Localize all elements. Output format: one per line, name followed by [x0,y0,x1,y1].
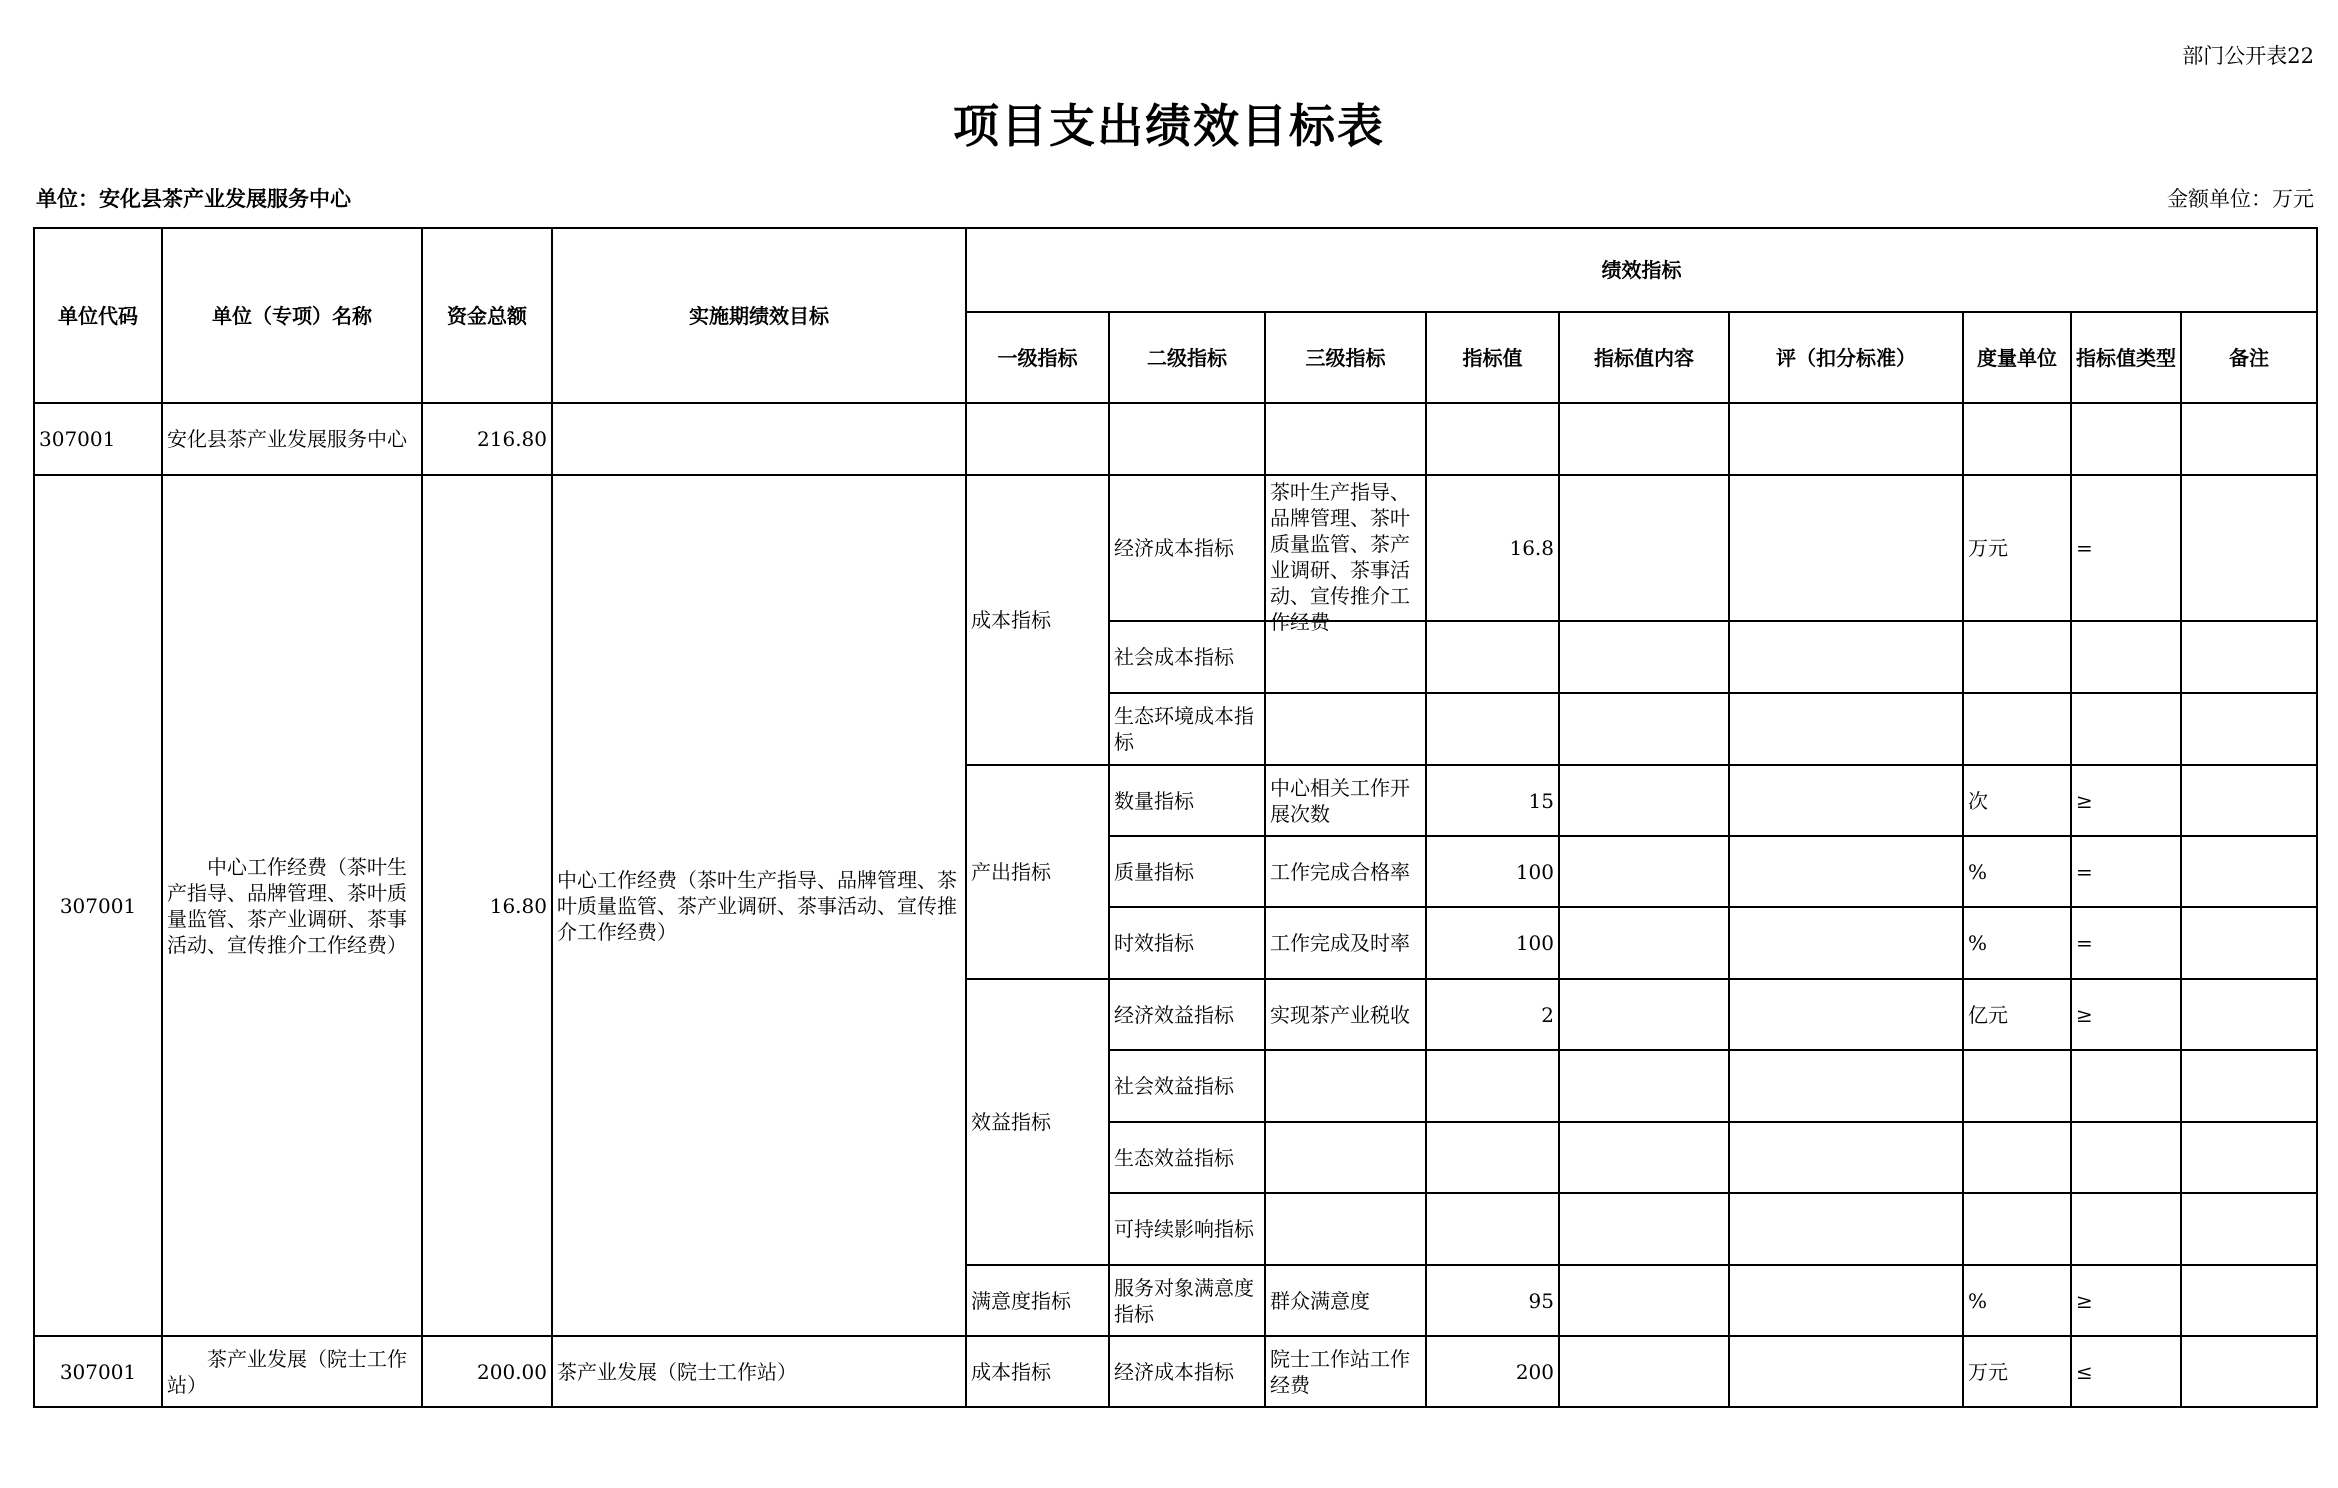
table-row [34,403,2317,475]
project1-code: 307001 [34,475,162,1336]
header-level1: 一级指标 [966,312,1109,403]
performance-table [33,227,2318,1408]
unit-cell: 万元 [1963,475,2071,621]
project2-name-text: 茶产业发展（院士工作站） [167,1346,407,1397]
header-level2: 二级指标 [1109,312,1265,403]
header-level3: 三级指标 [1265,312,1426,403]
project2-value: 200 [1426,1336,1559,1407]
project2-level1: 成本指标 [966,1336,1109,1407]
level3-text: 茶叶生产指导、品牌管理、茶叶质量监管、茶产业调研、茶事活动、宣传推介工作经费 [1270,480,1410,634]
type-cell: = [2071,907,2181,979]
table-number-label: 部门公开表22 [2182,44,2314,68]
level2-cell: 数量指标 [1109,765,1265,836]
project2-level2: 经济成本指标 [1109,1336,1265,1407]
header-scoring: 评（扣分标准） [1729,312,1963,403]
group-cost: 成本指标 [966,475,1109,765]
header-indicators: 绩效指标 [966,228,2317,312]
header-unit-code: 单位代码 [34,228,162,403]
header-measure-unit: 度量单位 [1963,312,2071,403]
value-cell: 16.8 [1426,475,1559,621]
level2-cell: 经济效益指标 [1109,979,1265,1050]
unit-cell: 次 [1963,765,2071,836]
value-cell: 100 [1426,836,1559,907]
value-cell: 2 [1426,979,1559,1050]
unit-cell: % [1963,836,2071,907]
type-cell: ≥ [2071,765,2181,836]
project2-funds: 200.00 [422,1336,552,1407]
type-cell: ≥ [2071,1265,2181,1336]
unit-label: 单位：安化县茶产业发展服务中心 [36,186,351,211]
type-cell: = [2071,475,2181,621]
header-total-funds: 资金总额 [422,228,552,403]
value-cell: 100 [1426,907,1559,979]
unit-cell: 亿元 [1963,979,2071,1050]
level2-cell: 质量指标 [1109,836,1265,907]
project2-name [162,1336,422,1407]
group-satisfaction: 满意度指标 [966,1265,1109,1336]
page-title: 项目支出绩效目标表 [953,99,1385,153]
group-output: 产出指标 [966,765,1109,979]
header-value-content: 指标值内容 [1559,312,1729,403]
level2-cell: 社会成本指标 [1109,621,1265,693]
project1-name-text: 中心工作经费（茶叶生产指导、品牌管理、茶叶质量监管、茶产业调研、茶事活动、宣传推介工作经费） [167,854,407,957]
header-value-type: 指标值类型 [2071,312,2181,403]
header-unit-name: 单位（专项）名称 [162,228,422,403]
summary-funds: 216.80 [422,403,552,475]
level2-cell: 社会效益指标 [1109,1050,1265,1122]
level3-cell: 群众满意度 [1265,1265,1426,1336]
summary-code: 307001 [34,403,162,475]
unit-cell: % [1963,1265,2071,1336]
header-goal: 实施期绩效目标 [552,228,966,403]
group-benefit: 效益指标 [966,979,1109,1265]
type-cell: = [2071,836,2181,907]
project2-code: 307001 [34,1336,162,1407]
level3-cell: 中心相关工作开展次数 [1265,765,1426,836]
value-cell: 95 [1426,1265,1559,1336]
table-row [34,475,2317,621]
project2-goal: 茶产业发展（院士工作站） [552,1336,966,1407]
project2-type: ≤ [2071,1336,2181,1407]
level2-cell: 生态环境成本指标 [1109,693,1265,765]
project2-unit: 万元 [1963,1336,2071,1407]
level3-cell: 实现茶产业税收 [1265,979,1426,1050]
level2-cell: 时效指标 [1109,907,1265,979]
level2-cell: 生态效益指标 [1109,1122,1265,1193]
unit-cell: % [1963,907,2071,979]
level2-cell: 服务对象满意度指标 [1109,1265,1265,1336]
project1-goal: 中心工作经费（茶叶生产指导、品牌管理、茶叶质量监管、茶产业调研、茶事活动、宣传推介工作经费） [552,475,966,1336]
summary-name: 安化县茶产业发展服务中心 [162,403,422,475]
project2-level3: 院士工作站工作经费 [1265,1336,1426,1407]
header-remarks: 备注 [2181,312,2317,403]
money-unit-label: 金额单位：万元 [2167,187,2314,211]
level3-cell [1265,475,1426,634]
level3-cell: 工作完成合格率 [1265,836,1426,907]
level2-cell: 经济成本指标 [1109,475,1265,621]
table-row [34,1336,2317,1407]
value-cell: 15 [1426,765,1559,836]
level3-cell: 工作完成及时率 [1265,907,1426,979]
type-cell: ≥ [2071,979,2181,1050]
project1-name [162,475,422,1336]
project1-funds: 16.80 [422,475,552,1336]
header-value: 指标值 [1426,312,1559,403]
level2-cell: 可持续影响指标 [1109,1193,1265,1265]
